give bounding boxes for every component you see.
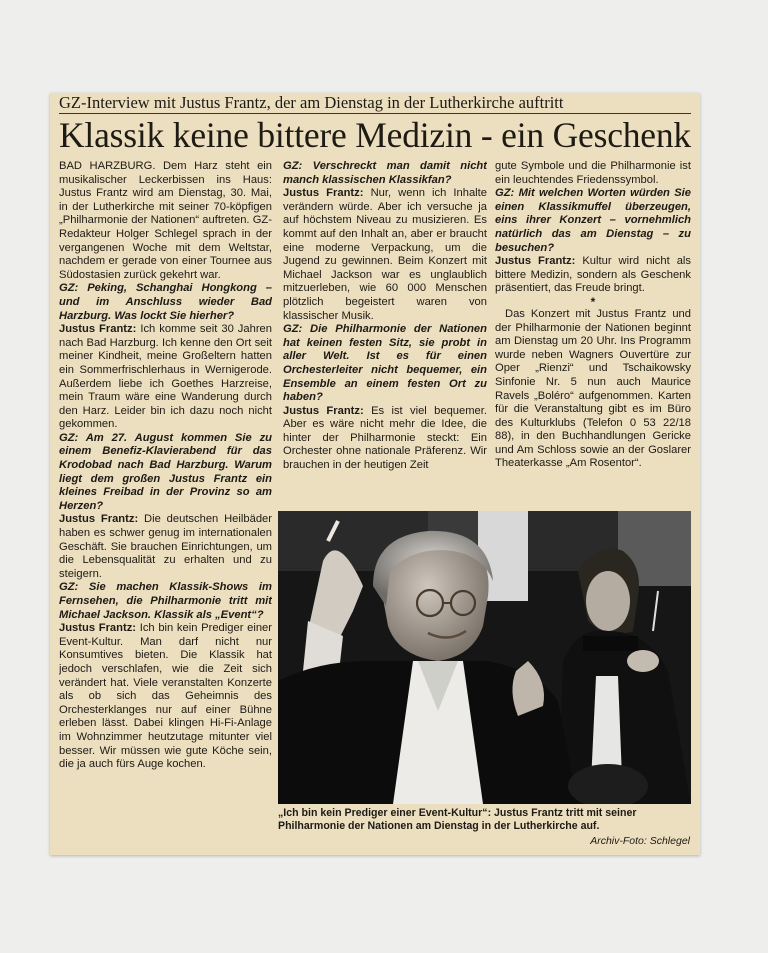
concert-info-paragraph: Das Konzert mit Justus Frantz und der Philharmonie der Nationen beginnt am Dienstag um 20 Uhr. Ins Programm wurde neben Wagners Ouvertüre zur Oper „Rienzi“ und Tschaikowsky Sinfonie Nr. 5 nun auch Maurice Ravels „Boléro“ aufgenommen. Karten für die Veranstaltung gibt es im Büro des Kulturklubs (Telefon 0 53 22/18 88), in den Buchhandlungen Gericke und Am Schloss sowie an der Goslarer Theaterkasse „Am Rosentor“.	[495, 307, 691, 470]
speaker-label: Justus Frantz:	[59, 513, 139, 526]
newspaper-clipping	[50, 93, 700, 855]
photo-caption: „Ich bin kein Prediger einer Event-Kultur“: Justus Frantz tritt mit seiner Philharmonie der Nationen am Dienstag in der Lutherkirche auf.	[278, 807, 637, 832]
answer-4	[283, 187, 487, 323]
answer-4-text: Nur, wenn ich Inhalte verändern würde. Aber ich versuche ja auf höchstem Niveau zu musizieren. Es kommt auf den Inhalt an, aber er braucht eine moderne Verpackung, um die Jugend zu gewinnen. Beim Konzert mit Michael Jackson war es unglaublich mitzuerleben, wie 60 000 Menschen plötzlich begeistert waren von klassischer Musik.	[283, 187, 487, 322]
speaker-label: Justus Frantz:	[59, 323, 137, 336]
text-column-2	[283, 160, 487, 504]
question-3: GZ: Sie machen Klassik-Shows im Fernsehen, die Philharmonie tritt mit Michael Jackson. Klassik als „Event“?	[59, 581, 272, 621]
answer-3-text: Ich bin kein Prediger einer Event-Kultur. Man darf nicht nur Konsumtives bieten. Die Klassik hat jedoch verschlafen, wie die Zeit sich verändert hat. Viele veranstalten Konzerte als ob sich das Geheimnis des Orchesterklanges nur auf einer Bühne erleben lässt. Dabei klingen Hi-Fi-Anlage im Wohnzimmer heutzutage mitunter viel besser. Wir müssen wie gute Köche sein, die ja auch fürs Auge kochen.	[59, 622, 272, 771]
headline: Klassik keine bittere Medizin - ein Geschenk	[59, 115, 691, 155]
lead-paragraph: BAD HARZBURG. Dem Harz steht ein musikalischer Leckerbissen ins Haus: Justus Frantz wird am Dienstag, 30. Mai, in der Lutherkirche mit seiner 70-köpfigen „Philharmonie der Nationen“ auftreten. GZ-Redakteur Holger Schlegel sprach in der vergangenen Woche mit dem Weltstar, nachdem er gerade von einer Tournee aus Südostasien zurück gekehrt war.	[59, 160, 272, 281]
answer-5-text: Es ist viel bequemer. Aber es wäre nicht mehr die Idee, die hinter der Philharmonie steckt: Ein Orchester ohne nationale Präferenz. Wir brauchen in der heutigen Zeit	[283, 404, 487, 472]
question-5: GZ: Die Philharmonie der Nationen hat keinen festen Sitz, sie probt in aller Welt. Ist es für einen Orchesterleiter nicht bequemer, ein Ensemble an einem festen Ort zu haben?	[283, 323, 487, 404]
speaker-label: Justus Frantz:	[495, 255, 576, 268]
text-column-1	[59, 160, 272, 852]
section-divider: *	[590, 294, 596, 309]
photo-illustration	[278, 511, 691, 804]
speaker-label: Justus Frantz:	[59, 622, 137, 635]
answer-5	[283, 405, 487, 473]
answer-6-text: Kultur wird nicht als bittere Medizin, sondern als Geschenk präsentiert, das Freude bringt.	[495, 255, 691, 295]
speaker-label: Justus Frantz:	[283, 187, 364, 200]
question-2: GZ: Am 27. August kommen Sie zu einem Benefiz-Klavierabend für das Krodobad nach Bad Harzburg. Warum liegt dem großen Justus Frantz ein kleines Freibad in der Provinz so am Herzen?	[59, 431, 272, 512]
answer-1-text: Ich komme seit 30 Jahren nach Bad Harzburg. Ich kenne den Ort seit meiner Kindheit, meine Großeltern hatten ein Sommerfrischlerhaus in Wernigerode. Außerdem liebe ich Goethes Harzreise, mein Traum wäre eine Wanderung durch den Harz. Leider bin ich dazu noch nicht gekommen.	[59, 323, 272, 431]
speaker-label: Justus Frantz:	[283, 404, 364, 417]
answer-6	[495, 255, 691, 296]
answer-1	[59, 323, 272, 432]
photo-credit: Archiv-Foto: Schlegel	[590, 835, 690, 847]
answer-2	[59, 513, 272, 581]
continued-paragraph: gute Symbole und die Philharmonie ist ein leuchtendes Friedenssymbol.	[495, 160, 691, 186]
concert-photo	[278, 511, 691, 804]
answer-3	[59, 622, 272, 772]
question-1: GZ: Peking, Schanghai Hongkong – und im Anschluss wieder Bad Harzburg. Was lockt Sie hierher?	[59, 282, 272, 322]
kicker-line: GZ-Interview mit Justus Frantz, der am Dienstag in der Lutherkirche auftritt	[59, 93, 691, 114]
question-4: GZ: Verschreckt man damit nicht manch klassischen Klassikfan?	[283, 160, 487, 186]
answer-2-text: Die deutschen Heilbäder haben es schwer genug im internationalen Geschäft. Sie brauchen Einrichtungen, um die Lebensqualität zu erhalten und zu steigern.	[59, 513, 272, 580]
question-6: GZ: Mit welchen Worten würden Sie einen Klassikmuffel überzeugen, eins ihrer Konzert – vornehmlich natürlich das am Dienstag – zu besuchen?	[495, 187, 691, 254]
text-column-3	[495, 160, 691, 504]
